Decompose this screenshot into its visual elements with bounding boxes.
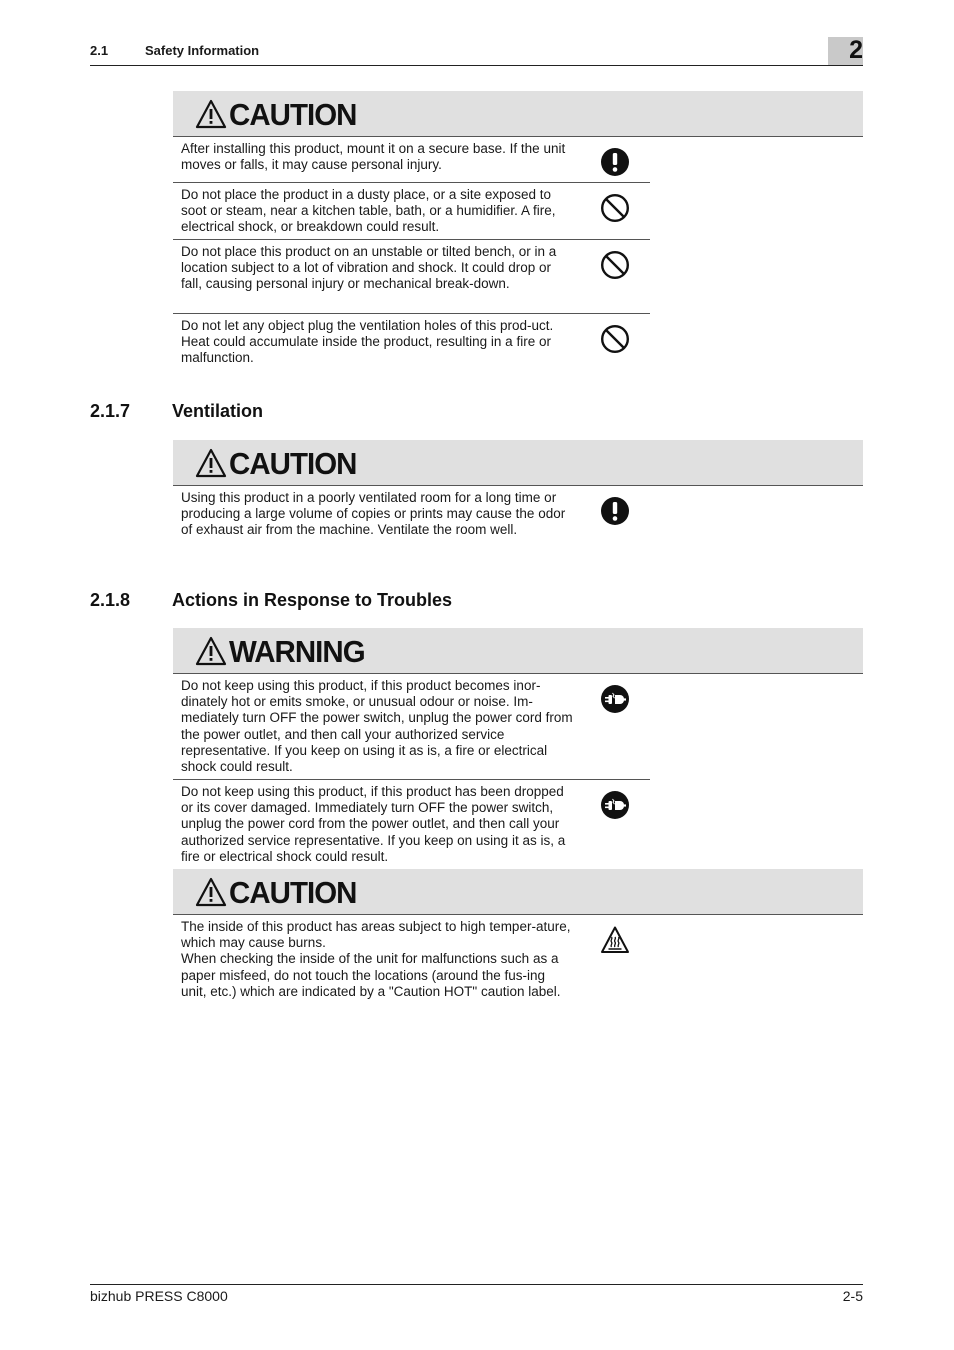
chapter-number: 2 (849, 36, 863, 64)
chapter-tab (828, 37, 863, 65)
exclamation-icon (600, 496, 630, 526)
header-section-number: 2.1 (90, 43, 109, 58)
safety-text: The inside of this product has areas subject to high temper-ature, which may cause burns. When checking the inside of the unit for malfunctions such as a paper misfeed, do not touch the locations (around the fus-ing unit, etc.) which are indicated by a "Caution HOT" caution label. (181, 919, 571, 999)
safety-text: Do not place the product in a dusty place, or a site exposed to soot or steam, near a kitchen table, bath, or a humidifier. A fire, electrical shock, or breakdown could result. (181, 187, 556, 235)
caution-label: CAUTION (229, 446, 357, 481)
safety-row (173, 137, 650, 183)
page-header (90, 36, 863, 66)
safety-row (173, 915, 650, 1020)
section-title: Ventilation (172, 401, 264, 421)
footer-page-number: 2-5 (842, 1288, 863, 1304)
section-number: 2.1.8 (90, 590, 131, 610)
hot-surface-icon (600, 925, 630, 955)
safety-text: Using this product in a poorly ventilated room for a long time or producing a large volume of copies or prints may cause the odor of exhaust air from the machine. Ventilate the room well. (181, 490, 566, 538)
caution-banner (173, 91, 863, 137)
safety-row (173, 674, 650, 780)
warning-triangle-icon (195, 877, 227, 907)
warning-triangle-icon (195, 636, 227, 666)
safety-text: Do not let any object plug the ventilation holes of this prod-uct. Heat could accumulate inside the product, resulting in a fire or malfunction. (181, 318, 554, 366)
safety-text: After installing this product, mount it on a secure base. If the unit moves or falls, it may cause personal injury. (181, 141, 566, 173)
exclamation-icon (600, 147, 630, 177)
caution-banner (173, 440, 863, 486)
caution-label: CAUTION (229, 875, 357, 910)
safety-row (173, 780, 650, 868)
prohibition-icon (600, 324, 630, 354)
safety-text: Do not place this product on an unstable or tilted bench, or in a location subject to a lot of vibration and shock. It could drop or fall, causing personal injury or mechanical break-down. (181, 244, 557, 292)
safety-row (173, 183, 650, 240)
unplug-icon (600, 684, 630, 714)
safety-row (173, 314, 650, 370)
page-footer (90, 1284, 863, 1307)
warning-triangle-icon (195, 99, 227, 129)
footer-product-name: bizhub PRESS C8000 (90, 1288, 228, 1304)
prohibition-icon (600, 250, 630, 280)
section-number: 2.1.7 (90, 401, 131, 421)
section-title: Actions in Response to Troubles (172, 590, 453, 610)
unplug-icon (600, 790, 630, 820)
warning-banner (173, 628, 863, 674)
safety-text: Do not keep using this product, if this product becomes inor-dinately hot or emits smoke, or unusual odour or noise. Im-mediately turn OFF the power switch, unplug the power cord from the power outlet, and then call your authorized service representative. If you keep on using it as is, a fire or electrical shock could result. (181, 678, 573, 775)
safety-row (173, 486, 650, 558)
prohibition-icon (600, 193, 630, 223)
header-section-title: Safety Information (145, 43, 260, 58)
caution-banner (173, 869, 863, 915)
safety-text: Do not keep using this product, if this product has been dropped or its cover damaged. Immediately turn OFF the power switch, unplug the power cord from the power outlet, and then call your authorized service representative. If you keep on using it as is, a fire or electrical shock could result. (181, 784, 566, 864)
caution-label: CAUTION (229, 97, 357, 132)
safety-row (173, 240, 650, 314)
warning-triangle-icon (195, 448, 227, 478)
warning-label: WARNING (229, 634, 365, 669)
